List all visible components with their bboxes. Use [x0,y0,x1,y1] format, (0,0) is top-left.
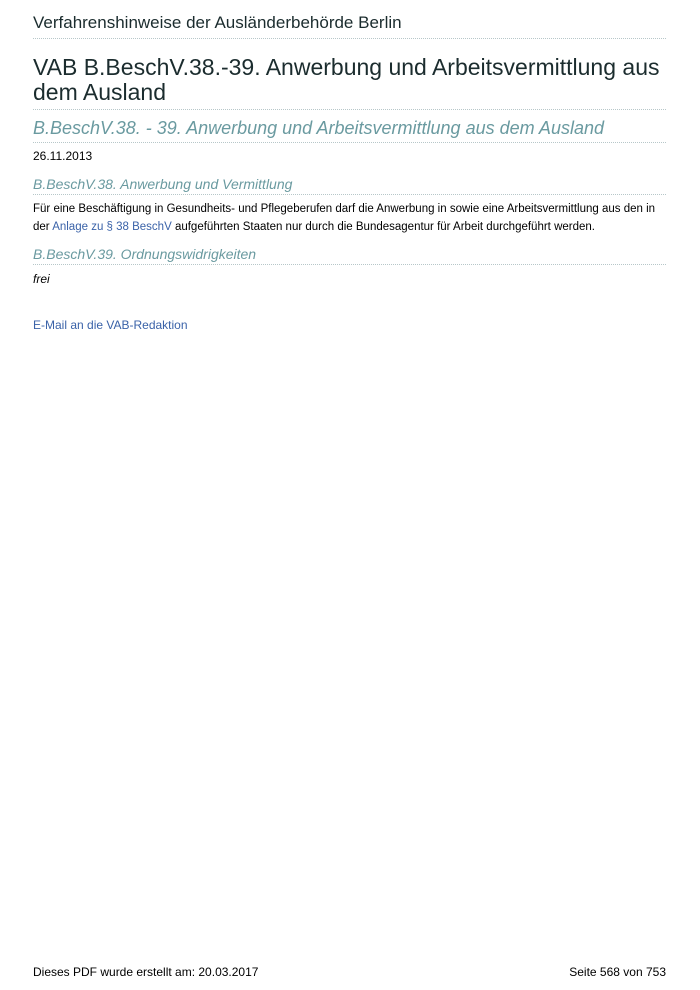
paragraph-line-2-prefix: der [33,221,53,233]
paragraph-line-2 [33,218,666,236]
page-title: VAB B.BeschV.38.-39. Anwerbung und Arbeitsvermittlung aus dem Ausland [33,55,666,110]
page-subtitle: B.BeschV.38. - 39. Anwerbung und Arbeitsvermittlung aus dem Ausland [33,118,666,143]
email-redaktion-link[interactable]: E-Mail an die VAB-Redaktion [33,318,188,332]
document-date: 26.11.2013 [33,149,93,163]
paragraph-line-1: Für eine Beschäftigung in Gesundheits- und Pflegeberufen darf die Anwerbung in sowie eine Arbeitsvermittlung aus den in [33,203,656,215]
section-text-ordnungswidrigkeiten: frei [33,272,50,286]
paragraph-line-2-suffix: aufgeführten Staaten nur durch die Bundesagentur für Arbeit durchgeführt werden. [171,221,595,233]
footer-created-date: Dieses PDF wurde erstellt am: 20.03.2017 [33,965,259,979]
section-text-anwerbung [33,200,666,236]
footer-page-number: Seite 568 von 753 [569,965,666,979]
section-heading-anwerbung: B.BeschV.38. Anwerbung und Vermittlung [33,176,666,195]
site-title: Verfahrenshinweise der Ausländerbehörde Berlin [33,13,666,39]
section-heading-ordnungswidrigkeiten: B.BeschV.39. Ordnungswidrigkeiten [33,246,666,265]
anlage-beschv-link[interactable]: Anlage zu § 38 BeschV [52,221,172,233]
